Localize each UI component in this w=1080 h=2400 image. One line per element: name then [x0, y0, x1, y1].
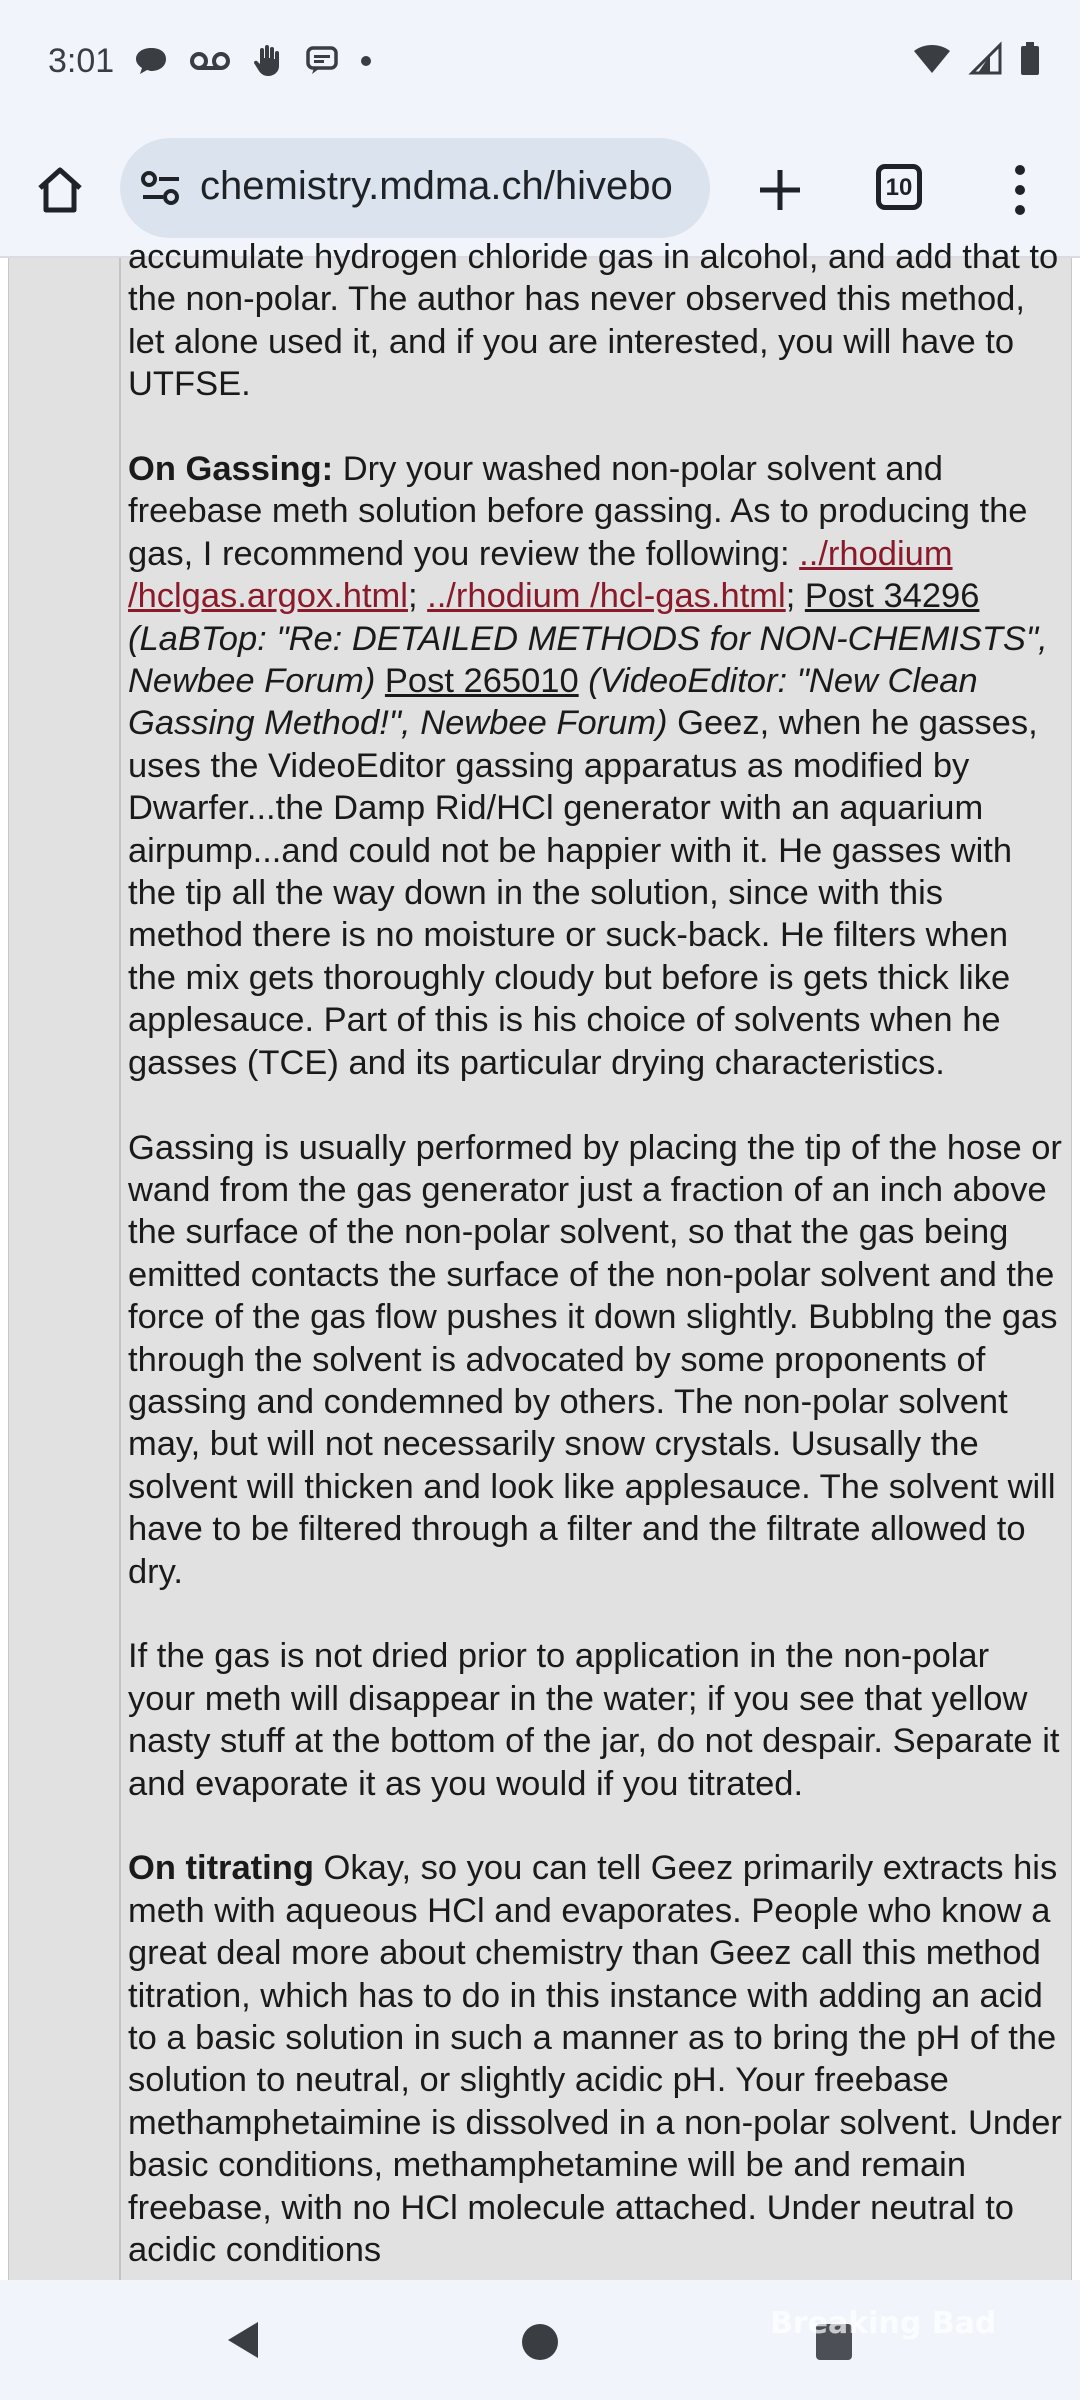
url-text: chemistry.mdma.ch/hivebo: [200, 164, 673, 208]
voicemail-icon: [190, 50, 230, 72]
home-icon[interactable]: [32, 162, 88, 218]
titrating-text: Okay, so you can tell Geez primarily extracts his meth with aqueous HCl and evaporates. People who know a great deal more about chemistry than Geez call this method titration, which has to do in this instance with adding an acid to a basic solution in such a manner as to bring the pH of the solution to neutral, or slightly acidic pH. Your freebase methamphetaimine is dissolved in a non-polar solvent. Under basic conditions, methamphetamine will be and remain freebase, with no HCl molecule attached. Under neutral to acidic conditions: [128, 1849, 1062, 2270]
paragraph-on-gassing: [128, 448, 1063, 1084]
post1-reference: (LaBTop: "Re: DETAILED METHODS for NON-CHEMISTS", Newbee Forum): [128, 619, 1048, 701]
paragraph-gassing-procedure: Gassing is usually performed by placing the tip of the hose or wand from the gas generator just a fraction of an inch above the surface of the non-polar solvent, so that the gas being emitted contacts the surface of the non-polar solvent and the force of the gas flow pushes it down slightly. Bubblng the gas through the solvent is advocated by some proponents of gassing and condemned by others. The non-polar solvent may, but will not necessarily snow crystals. Ususally the solvent will thicken and look like applesauce. The solvent will have to be filtered through a filter and the filtrate allowed to dry.: [128, 1128, 1062, 1591]
titrating-heading: On titrating: [128, 1849, 314, 1888]
status-time: 3:01: [48, 42, 115, 80]
post2-reference: (VideoEditor: "New Clean Gassing Method!", Newbee Forum): [128, 662, 978, 743]
gassing-heading: On Gassing:: [128, 450, 334, 489]
battery-icon: [1020, 42, 1040, 76]
paragraph-gas-not-dried: If the gas is not dried prior to application in the non-polar your meth will disappear in the water; if you see that yellow nasty stuff at the bottom of the jar, do not despair. Separate it and evaporate it as you would if you titrated.: [128, 1637, 1060, 1803]
message-icon: [306, 46, 338, 76]
notification-icons: [134, 44, 372, 78]
post-column-divider: [119, 258, 121, 2288]
status-bar: [0, 0, 1080, 124]
signal-icon: [970, 43, 1002, 75]
web-page-content[interactable]: [0, 238, 1080, 2280]
link-hcl-gas[interactable]: ../rhodium /hcl-gas.html: [427, 577, 786, 616]
link-post-34296[interactable]: Post 34296: [804, 577, 980, 616]
system-navigation-bar: [0, 2280, 1080, 2400]
address-bar[interactable]: [120, 138, 710, 238]
wifi-icon: [912, 43, 952, 75]
more-notifications-dot: [360, 55, 372, 67]
link-post-265010[interactable]: Post 265010: [384, 662, 579, 701]
post-body: [128, 236, 1063, 2314]
new-tab-icon[interactable]: [752, 162, 808, 218]
site-settings-icon[interactable]: [140, 168, 182, 208]
chat-bubble-icon: [134, 46, 168, 76]
paragraph-alcohol-method: accumulate hydrogen chloride gas in alcohol, and add that to the non-polar. The author has never observed this method, let alone used it, and if you are interested, you will have to UTFSE.: [128, 238, 1059, 404]
system-status-icons: [912, 42, 1040, 76]
home-button[interactable]: [522, 2324, 558, 2360]
separator: ;: [407, 577, 428, 616]
link-hclgas-argox[interactable]: ../rhodium /hclgas.argox.html: [128, 534, 953, 616]
hand-icon: [252, 44, 284, 78]
watermark-logo: Breaking Bad: [770, 2306, 997, 2341]
overflow-menu-icon[interactable]: [1000, 160, 1040, 220]
paragraph-on-titrating: [128, 1847, 1063, 2271]
gassing-intro: Dry your washed non-polar solvent and freebase meth solution before gassing. As to producing the gas, I recommend you review the following:: [128, 450, 1028, 573]
separator: ;: [785, 577, 805, 616]
gassing-rest: Geez, when he gasses, uses the VideoEditor gassing apparatus as modified by Dwarfer...the Damp Rid/HCl generator with an aquarium airpump...and could not be happier with it. He gasses with the tip all the way down in the solution, since with this method there is no moisture or suck-back. He filters when the mix gets thoroughly cloudy but before is gets thick like applesauce. Part of this is his choice of solvents when he gasses (TCE) and its particular drying characteristics.: [128, 704, 1038, 1082]
back-icon[interactable]: [224, 2320, 260, 2360]
tab-switcher-button[interactable]: 10: [876, 164, 922, 210]
